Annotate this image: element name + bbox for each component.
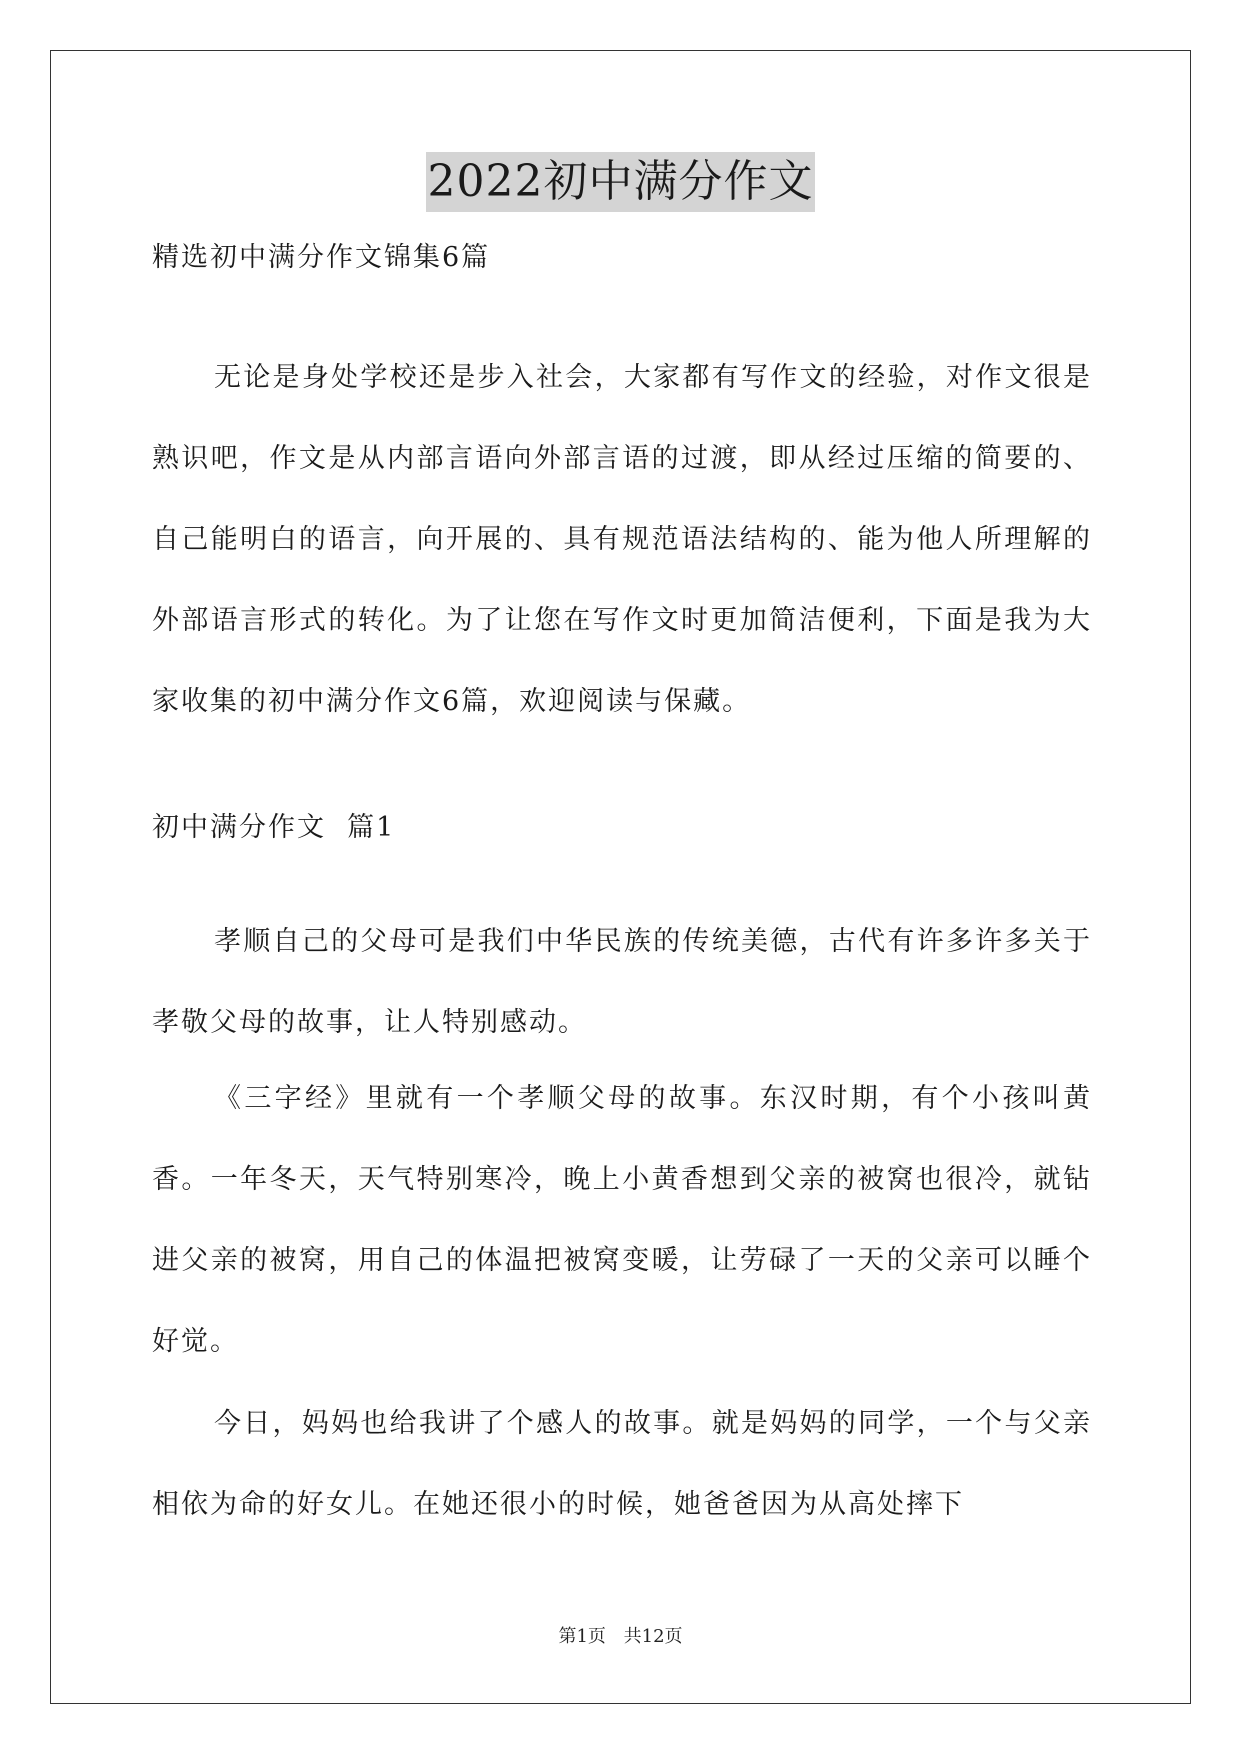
body-paragraph-2: 《三字经》里就有一个孝顺父母的故事。东汉时期，有个小孩叫黄香。一年冬天，天气特别寒冷，晚上小黄香想到父亲的被窝也很冷，就钻进父亲的被窝，用自己的体温把被窝变暖，让劳碌了一天的父亲可以睡个好觉。 bbox=[152, 1083, 1092, 1357]
intro-paragraph: 无论是身处学校还是步入社会，大家都有写作文的经验，对作文很是熟识吧，作文是从内部言语向外部言语的过渡，即从经过压缩的简要的、自己能明白的语言，向开展的、具有规范语法结构的、能为他人所理解的外部语言形式的转化。为了让您在写作文时更加简洁便利，下面是我为大家收集的初中满分作文6篇，欢迎阅读与保藏。 bbox=[152, 362, 1092, 717]
page-footer bbox=[0, 1622, 1241, 1648]
page-number: 第1页 bbox=[558, 1626, 606, 1647]
page-total: 共12页 bbox=[623, 1626, 683, 1647]
body-paragraph-3: 今日，妈妈也给我讲了个感人的故事。就是妈妈的同学，一个与父亲相依为命的好女儿。在她还很小的时候，她爸爸因为从高处摔下 bbox=[152, 1408, 1092, 1520]
title-container bbox=[0, 152, 1241, 212]
body-paragraph-1: 孝顺自己的父母可是我们中华民族的传统美德，古代有许多许多关于孝敬父母的故事，让人特别感动。 bbox=[152, 926, 1092, 1038]
document-subtitle: 精选初中满分作文锦集6篇 bbox=[152, 242, 491, 273]
document-title: 2022初中满分作文 bbox=[426, 152, 816, 212]
section-heading: 初中满分作文 篇1 bbox=[152, 812, 396, 843]
